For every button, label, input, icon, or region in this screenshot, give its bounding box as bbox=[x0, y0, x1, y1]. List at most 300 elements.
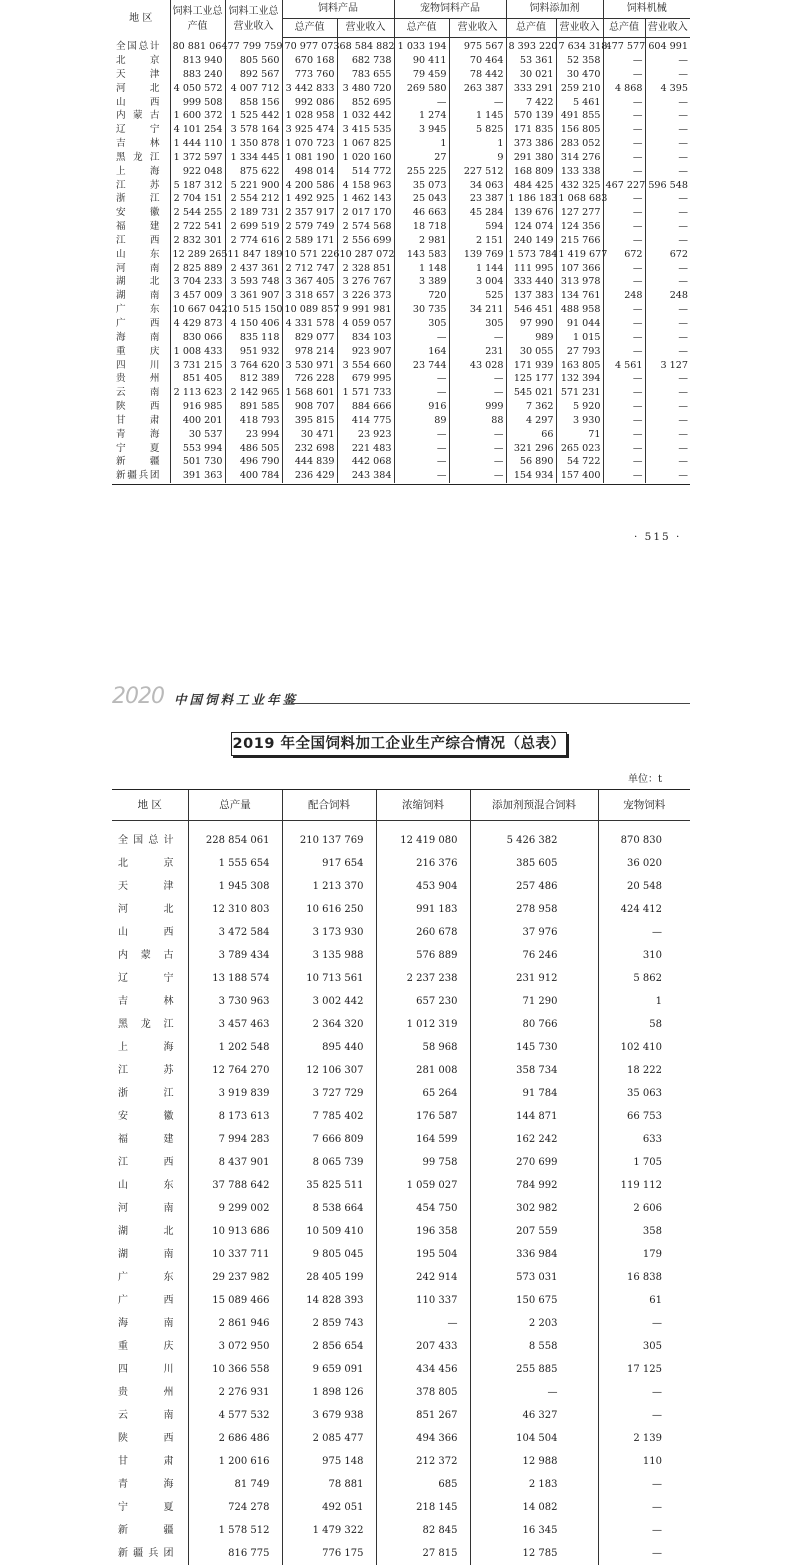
value-cell: 1 898 126 bbox=[282, 1381, 376, 1404]
value-cell: 830 066 bbox=[170, 331, 225, 345]
value-cell: 525 bbox=[449, 289, 506, 303]
value-cell: 5 461 bbox=[556, 95, 603, 109]
subheader-output: 总产值 bbox=[506, 19, 556, 38]
table-row bbox=[112, 1473, 690, 1496]
value-cell: — bbox=[603, 54, 645, 68]
value-cell: 3 367 405 bbox=[282, 275, 337, 289]
table-row bbox=[112, 1289, 690, 1312]
table-row bbox=[112, 109, 690, 123]
upper-table-body bbox=[112, 38, 690, 484]
value-cell: 333 440 bbox=[506, 275, 556, 289]
header-region: 地 区 bbox=[112, 0, 170, 38]
table-row bbox=[112, 54, 690, 68]
value-cell: 2 328 851 bbox=[337, 262, 394, 276]
table-row bbox=[112, 1519, 690, 1542]
value-cell: 444 839 bbox=[282, 455, 337, 469]
value-cell: — bbox=[603, 262, 645, 276]
value-cell: 975 567 bbox=[449, 38, 506, 54]
value-cell: — bbox=[645, 317, 690, 331]
table-row bbox=[112, 1151, 690, 1174]
value-cell: — bbox=[645, 151, 690, 165]
value-cell: 1 372 597 bbox=[170, 151, 225, 165]
value-cell: — bbox=[603, 275, 645, 289]
value-cell: 835 118 bbox=[225, 331, 282, 345]
value-cell: 571 231 bbox=[556, 386, 603, 400]
value-cell: 10 509 410 bbox=[282, 1220, 376, 1243]
value-cell: 682 738 bbox=[337, 54, 394, 68]
value-cell: — bbox=[394, 441, 449, 455]
value-cell: 34 211 bbox=[449, 303, 506, 317]
value-cell: 143 583 bbox=[394, 248, 449, 262]
value-cell: 10 616 250 bbox=[282, 898, 376, 921]
value-cell: — bbox=[603, 372, 645, 386]
value-cell: — bbox=[645, 428, 690, 442]
value-cell: 132 394 bbox=[556, 372, 603, 386]
table-row bbox=[112, 921, 690, 944]
value-cell: 978 214 bbox=[282, 345, 337, 359]
value-cell: 3 002 442 bbox=[282, 990, 376, 1013]
value-cell: 9 991 981 bbox=[337, 303, 394, 317]
value-cell: 125 177 bbox=[506, 372, 556, 386]
value-cell: 1 419 677 bbox=[556, 248, 603, 262]
value-cell: 20 548 bbox=[598, 875, 690, 898]
value-cell: 305 bbox=[449, 317, 506, 331]
value-cell: 8 065 739 bbox=[282, 1151, 376, 1174]
region-cell: 湖 北 bbox=[112, 275, 170, 289]
table-row bbox=[112, 944, 690, 967]
table-row bbox=[112, 1220, 690, 1243]
value-cell: — bbox=[645, 165, 690, 179]
value-cell: 278 958 bbox=[470, 898, 598, 921]
value-cell: 442 068 bbox=[337, 455, 394, 469]
value-cell: 657 230 bbox=[376, 990, 470, 1013]
header-feed-industry-revenue: 饲料工业总营业收入 bbox=[225, 0, 282, 38]
value-cell: 56 890 bbox=[506, 455, 556, 469]
value-cell: 259 210 bbox=[556, 82, 603, 96]
value-cell: 573 031 bbox=[470, 1266, 598, 1289]
value-cell: — bbox=[603, 192, 645, 206]
value-cell: — bbox=[603, 220, 645, 234]
subheader-revenue: 营业收入 bbox=[645, 19, 690, 38]
value-cell: — bbox=[603, 165, 645, 179]
value-cell: — bbox=[645, 109, 690, 123]
value-cell: 12 419 080 bbox=[376, 821, 470, 853]
value-cell: 3 730 963 bbox=[188, 990, 282, 1013]
value-cell: 1 015 bbox=[556, 331, 603, 345]
region-cell: 海 南 bbox=[112, 331, 170, 345]
value-cell: 232 698 bbox=[282, 441, 337, 455]
table-row bbox=[112, 990, 690, 1013]
region-cell: 贵 州 bbox=[112, 372, 170, 386]
value-cell: — bbox=[645, 469, 690, 483]
region-cell: 江 西 bbox=[112, 1151, 188, 1174]
value-cell: 1 568 601 bbox=[282, 386, 337, 400]
region-cell: 福 建 bbox=[112, 1128, 188, 1151]
value-cell: 265 023 bbox=[556, 441, 603, 455]
value-cell: 7 422 bbox=[506, 95, 556, 109]
value-cell: 486 505 bbox=[225, 441, 282, 455]
region-cell: 内蒙古 bbox=[112, 109, 170, 123]
value-cell: — bbox=[598, 1381, 690, 1404]
region-cell: 北 京 bbox=[112, 852, 188, 875]
value-cell: 321 296 bbox=[506, 441, 556, 455]
value-cell: — bbox=[598, 1473, 690, 1496]
table-row bbox=[112, 414, 690, 428]
table-row bbox=[112, 441, 690, 455]
value-cell: 243 384 bbox=[337, 469, 394, 483]
value-cell: 269 580 bbox=[394, 82, 449, 96]
value-cell: 207 559 bbox=[470, 1220, 598, 1243]
value-cell: — bbox=[598, 921, 690, 944]
value-cell: 10 913 686 bbox=[188, 1220, 282, 1243]
value-cell: 58 968 bbox=[376, 1036, 470, 1059]
value-cell: 3 919 839 bbox=[188, 1082, 282, 1105]
lower-data-table bbox=[112, 789, 690, 1565]
value-cell: 922 048 bbox=[170, 165, 225, 179]
value-cell: — bbox=[645, 206, 690, 220]
region-cell: 江 苏 bbox=[112, 1059, 188, 1082]
unit-label: 单位：t bbox=[628, 770, 662, 785]
value-cell: 15 089 466 bbox=[188, 1289, 282, 1312]
table-row bbox=[112, 1082, 690, 1105]
value-cell: 283 052 bbox=[556, 137, 603, 151]
value-cell: 594 bbox=[449, 220, 506, 234]
value-cell: 76 246 bbox=[470, 944, 598, 967]
value-cell: — bbox=[449, 95, 506, 109]
value-cell: 8 558 bbox=[470, 1335, 598, 1358]
value-cell: 10 366 558 bbox=[188, 1358, 282, 1381]
value-cell: — bbox=[449, 428, 506, 442]
value-cell: — bbox=[645, 234, 690, 248]
value-cell: 17 125 bbox=[598, 1358, 690, 1381]
table-title-box bbox=[231, 732, 567, 756]
value-cell: 291 380 bbox=[506, 151, 556, 165]
region-cell: 重 庆 bbox=[112, 345, 170, 359]
table-row bbox=[112, 1128, 690, 1151]
header-group-pet-feed: 宠物饲料产品 bbox=[394, 0, 506, 19]
value-cell: 999 508 bbox=[170, 95, 225, 109]
value-cell: 5 426 382 bbox=[470, 821, 598, 853]
value-cell: 989 bbox=[506, 331, 556, 345]
region-cell: 天 津 bbox=[112, 875, 188, 898]
upper-table-header bbox=[112, 0, 690, 38]
value-cell: 207 433 bbox=[376, 1335, 470, 1358]
table-row bbox=[112, 1036, 690, 1059]
value-cell: — bbox=[645, 455, 690, 469]
value-cell: 179 bbox=[598, 1243, 690, 1266]
table-row bbox=[112, 428, 690, 442]
value-cell: 37 976 bbox=[470, 921, 598, 944]
subheader-output: 总产值 bbox=[282, 19, 337, 38]
value-cell: — bbox=[394, 95, 449, 109]
value-cell: 3 457 463 bbox=[188, 1013, 282, 1036]
value-cell: — bbox=[645, 95, 690, 109]
region-cell: 青 海 bbox=[112, 1473, 188, 1496]
region-cell: 全国总计 bbox=[112, 821, 188, 853]
value-cell: 260 678 bbox=[376, 921, 470, 944]
value-cell: 43 028 bbox=[449, 358, 506, 372]
value-cell: 1 032 442 bbox=[337, 109, 394, 123]
value-cell: 1 067 825 bbox=[337, 137, 394, 151]
value-cell: 3 925 474 bbox=[282, 123, 337, 137]
region-cell: 海 南 bbox=[112, 1312, 188, 1335]
value-cell: 35 063 bbox=[598, 1082, 690, 1105]
value-cell: 3 930 bbox=[556, 414, 603, 428]
value-cell: 2 712 747 bbox=[282, 262, 337, 276]
value-cell: 3 764 620 bbox=[225, 358, 282, 372]
region-cell: 云 南 bbox=[112, 1404, 188, 1427]
value-cell: 2 589 171 bbox=[282, 234, 337, 248]
value-cell: 12 785 bbox=[470, 1542, 598, 1565]
value-cell: 216 376 bbox=[376, 852, 470, 875]
value-cell: — bbox=[598, 1404, 690, 1427]
value-cell: 1 573 784 bbox=[506, 248, 556, 262]
value-cell: 358 734 bbox=[470, 1059, 598, 1082]
value-cell: 1 578 512 bbox=[188, 1519, 282, 1542]
value-cell: 163 805 bbox=[556, 358, 603, 372]
value-cell: 917 654 bbox=[282, 852, 376, 875]
table-row bbox=[112, 248, 690, 262]
value-cell: 145 730 bbox=[470, 1036, 598, 1059]
value-cell: 491 855 bbox=[556, 109, 603, 123]
region-cell: 河 南 bbox=[112, 262, 170, 276]
value-cell: — bbox=[645, 345, 690, 359]
value-cell: 10 515 150 bbox=[225, 303, 282, 317]
value-cell: 2 861 946 bbox=[188, 1312, 282, 1335]
value-cell: 773 760 bbox=[282, 68, 337, 82]
value-cell: 1 bbox=[598, 990, 690, 1013]
value-cell: 2 203 bbox=[470, 1312, 598, 1335]
region-cell: 广 东 bbox=[112, 303, 170, 317]
value-cell: 784 992 bbox=[470, 1174, 598, 1197]
value-cell: — bbox=[645, 275, 690, 289]
subheader-revenue: 营业收入 bbox=[556, 19, 603, 38]
value-cell: 231 bbox=[449, 345, 506, 359]
region-cell: 山 东 bbox=[112, 248, 170, 262]
value-cell: — bbox=[394, 386, 449, 400]
value-cell: 1 571 733 bbox=[337, 386, 394, 400]
table-row bbox=[112, 178, 690, 192]
region-cell: 陕 西 bbox=[112, 1427, 188, 1450]
value-cell: 5 825 bbox=[449, 123, 506, 137]
subheader-revenue: 营业收入 bbox=[337, 19, 394, 38]
value-cell: — bbox=[645, 386, 690, 400]
value-cell: 133 338 bbox=[556, 165, 603, 179]
value-cell: 81 749 bbox=[188, 1473, 282, 1496]
table-row bbox=[112, 1013, 690, 1036]
value-cell: — bbox=[603, 400, 645, 414]
table-row bbox=[112, 123, 690, 137]
table-row bbox=[112, 289, 690, 303]
lower-table-section bbox=[112, 789, 690, 1546]
value-cell: 2 085 477 bbox=[282, 1427, 376, 1450]
value-cell: 3 554 660 bbox=[337, 358, 394, 372]
region-cell: 青 海 bbox=[112, 428, 170, 442]
region-cell: 上 海 bbox=[112, 165, 170, 179]
value-cell: 27 bbox=[394, 151, 449, 165]
region-cell: 浙 江 bbox=[112, 1082, 188, 1105]
value-cell: 171 939 bbox=[506, 358, 556, 372]
value-cell: 1 555 654 bbox=[188, 852, 282, 875]
table-row bbox=[112, 331, 690, 345]
region-cell: 河 北 bbox=[112, 82, 170, 96]
value-cell: 776 175 bbox=[282, 1542, 376, 1565]
value-cell: 453 904 bbox=[376, 875, 470, 898]
value-cell: 1 444 110 bbox=[170, 137, 225, 151]
value-cell: 10 337 711 bbox=[188, 1243, 282, 1266]
value-cell: 4 150 406 bbox=[225, 317, 282, 331]
region-cell: 山 东 bbox=[112, 1174, 188, 1197]
value-cell: 18 222 bbox=[598, 1059, 690, 1082]
value-cell: 3 731 215 bbox=[170, 358, 225, 372]
region-cell: 宁 夏 bbox=[112, 441, 170, 455]
value-cell: 248 bbox=[603, 289, 645, 303]
value-cell: — bbox=[603, 386, 645, 400]
value-cell: 5 221 900 bbox=[225, 178, 282, 192]
value-cell: 13 188 574 bbox=[188, 967, 282, 990]
value-cell: 7 994 283 bbox=[188, 1128, 282, 1151]
value-cell: 58 bbox=[598, 1013, 690, 1036]
table-row bbox=[112, 38, 690, 54]
value-cell: 78 881 bbox=[282, 1473, 376, 1496]
value-cell: 2 357 917 bbox=[282, 206, 337, 220]
value-cell: 71 290 bbox=[470, 990, 598, 1013]
value-cell: 1 705 bbox=[598, 1151, 690, 1174]
value-cell: 679 995 bbox=[337, 372, 394, 386]
book-title: 中国饲料工业年鉴 bbox=[174, 690, 298, 708]
value-cell: 102 410 bbox=[598, 1036, 690, 1059]
value-cell: 164 bbox=[394, 345, 449, 359]
value-cell: 8 393 220 bbox=[506, 38, 556, 54]
value-cell: 418 793 bbox=[225, 414, 282, 428]
value-cell: 1 033 194 bbox=[394, 38, 449, 54]
value-cell: — bbox=[598, 1542, 690, 1565]
value-cell: 9 805 045 bbox=[282, 1243, 376, 1266]
value-cell: 3 789 434 bbox=[188, 944, 282, 967]
value-cell: 4 007 712 bbox=[225, 82, 282, 96]
value-cell: 46 327 bbox=[470, 1404, 598, 1427]
value-cell: 91 044 bbox=[556, 317, 603, 331]
table-row bbox=[112, 967, 690, 990]
value-cell: 171 835 bbox=[506, 123, 556, 137]
header-total-output: 总产量 bbox=[188, 790, 282, 821]
value-cell: — bbox=[394, 428, 449, 442]
value-cell: 720 bbox=[394, 289, 449, 303]
value-cell: — bbox=[598, 1496, 690, 1519]
value-cell: 2 113 623 bbox=[170, 386, 225, 400]
value-cell: — bbox=[645, 137, 690, 151]
value-cell: 2 825 889 bbox=[170, 262, 225, 276]
table-row bbox=[112, 1059, 690, 1082]
value-cell: 4 331 578 bbox=[282, 317, 337, 331]
value-cell: 1 148 bbox=[394, 262, 449, 276]
value-cell: 895 440 bbox=[282, 1036, 376, 1059]
value-cell: 127 277 bbox=[556, 206, 603, 220]
value-cell: 12 289 265 bbox=[170, 248, 225, 262]
value-cell: 672 bbox=[645, 248, 690, 262]
value-cell: 333 291 bbox=[506, 82, 556, 96]
value-cell: 66 bbox=[506, 428, 556, 442]
value-cell: 1 145 bbox=[449, 109, 506, 123]
value-cell: — bbox=[603, 303, 645, 317]
value-cell: 454 750 bbox=[376, 1197, 470, 1220]
region-cell: 新 疆 bbox=[112, 455, 170, 469]
header-region: 地 区 bbox=[112, 790, 188, 821]
value-cell: 2 139 bbox=[598, 1427, 690, 1450]
table-row bbox=[112, 1174, 690, 1197]
value-cell: 28 405 199 bbox=[282, 1266, 376, 1289]
value-cell: 7 785 402 bbox=[282, 1105, 376, 1128]
value-cell: 248 bbox=[645, 289, 690, 303]
table-row bbox=[112, 303, 690, 317]
value-cell: 1 068 683 bbox=[556, 192, 603, 206]
value-cell: 162 242 bbox=[470, 1128, 598, 1151]
region-cell: 广 东 bbox=[112, 1266, 188, 1289]
value-cell: 80 881 064 bbox=[170, 38, 225, 54]
table-row bbox=[112, 875, 690, 898]
value-cell: 78 442 bbox=[449, 68, 506, 82]
book-year: 2020 bbox=[112, 684, 164, 709]
table-row bbox=[112, 455, 690, 469]
region-cell: 吉 林 bbox=[112, 137, 170, 151]
value-cell: 30 735 bbox=[394, 303, 449, 317]
value-cell: 2 017 170 bbox=[337, 206, 394, 220]
value-cell: 2 832 301 bbox=[170, 234, 225, 248]
value-cell: 27 815 bbox=[376, 1542, 470, 1565]
value-cell: 227 512 bbox=[449, 165, 506, 179]
region-cell: 江 西 bbox=[112, 234, 170, 248]
region-cell: 甘 肃 bbox=[112, 1450, 188, 1473]
value-cell: 5 862 bbox=[598, 967, 690, 990]
region-cell: 北 京 bbox=[112, 54, 170, 68]
value-cell: 3 472 584 bbox=[188, 921, 282, 944]
value-cell: 492 051 bbox=[282, 1496, 376, 1519]
upper-data-table bbox=[112, 0, 690, 483]
value-cell: 124 356 bbox=[556, 220, 603, 234]
value-cell: 783 655 bbox=[337, 68, 394, 82]
value-cell: 2 189 731 bbox=[225, 206, 282, 220]
value-cell: 30 537 bbox=[170, 428, 225, 442]
value-cell: 270 699 bbox=[470, 1151, 598, 1174]
value-cell: 30 470 bbox=[556, 68, 603, 82]
value-cell: 10 287 072 bbox=[337, 248, 394, 262]
value-cell: 1 492 925 bbox=[282, 192, 337, 206]
value-cell: — bbox=[394, 455, 449, 469]
value-cell: 477 577 bbox=[603, 38, 645, 54]
value-cell: 1 213 370 bbox=[282, 875, 376, 898]
value-cell: — bbox=[449, 386, 506, 400]
value-cell: 3 578 164 bbox=[225, 123, 282, 137]
value-cell: 975 148 bbox=[282, 1450, 376, 1473]
value-cell: 35 825 511 bbox=[282, 1174, 376, 1197]
value-cell: 195 504 bbox=[376, 1243, 470, 1266]
table-row bbox=[112, 345, 690, 359]
region-cell: 黑龙江 bbox=[112, 151, 170, 165]
region-cell: 湖 北 bbox=[112, 1220, 188, 1243]
value-cell: 30 471 bbox=[282, 428, 337, 442]
value-cell: 378 805 bbox=[376, 1381, 470, 1404]
region-cell: 上 海 bbox=[112, 1036, 188, 1059]
region-cell: 山 西 bbox=[112, 95, 170, 109]
value-cell: 2 686 486 bbox=[188, 1427, 282, 1450]
value-cell: — bbox=[603, 469, 645, 483]
value-cell: 829 077 bbox=[282, 331, 337, 345]
region-cell: 浙 江 bbox=[112, 192, 170, 206]
value-cell: — bbox=[449, 331, 506, 345]
value-cell: 150 675 bbox=[470, 1289, 598, 1312]
value-cell: 65 264 bbox=[376, 1082, 470, 1105]
value-cell: 54 722 bbox=[556, 455, 603, 469]
